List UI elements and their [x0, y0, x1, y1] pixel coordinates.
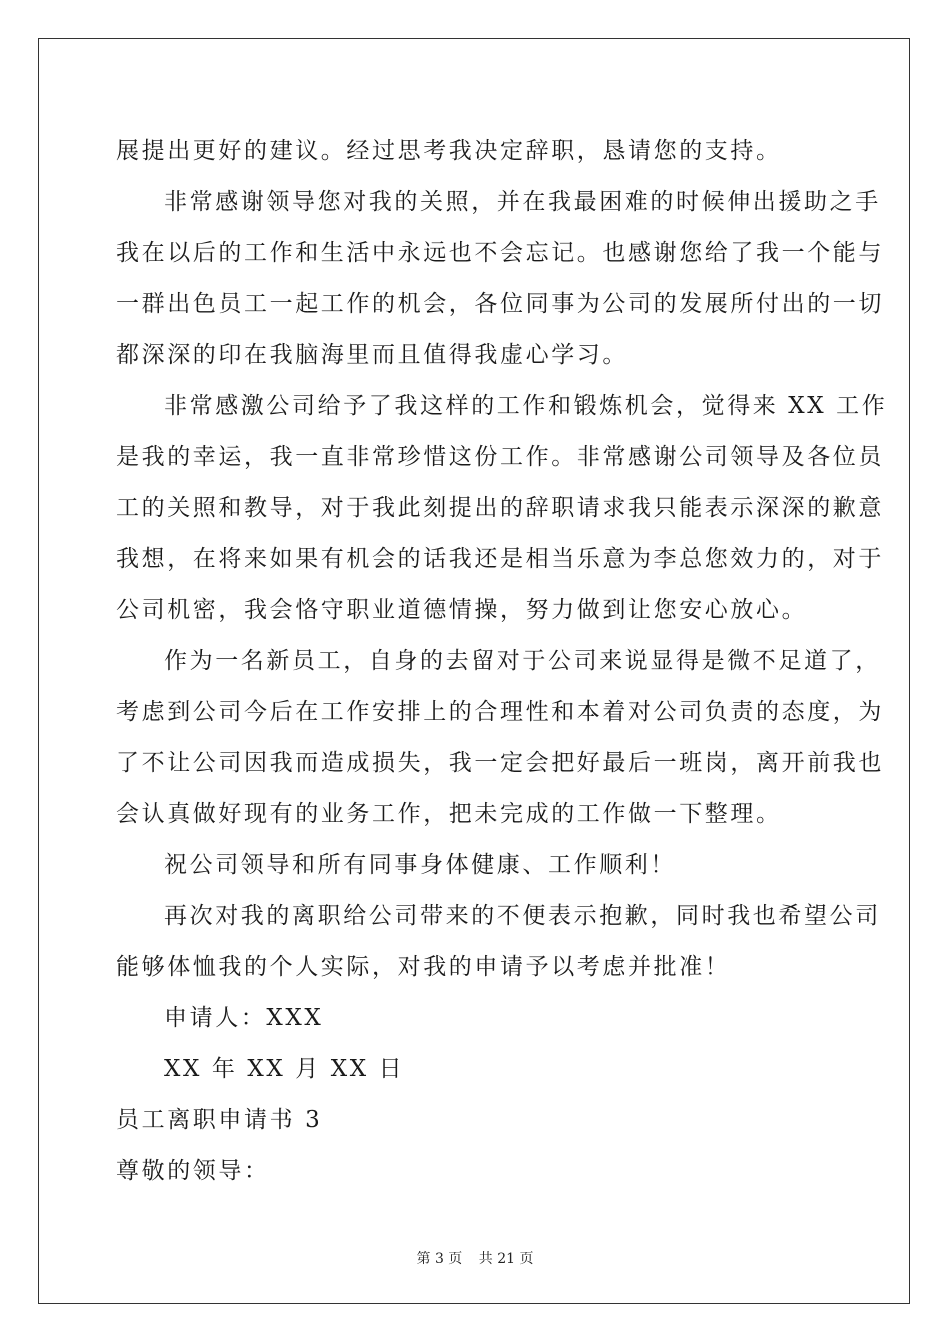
section-title: 员工离职申请书 3: [116, 1107, 323, 1133]
page-footer: [0, 1248, 950, 1268]
text-line-9: 我想，在将来如果有机会的话我还是相当乐意为李总您效力的，对于: [116, 546, 884, 572]
text-line-13: 了不让公司因我而造成损失，我一定会把好最后一班岗，离开前我也: [116, 750, 884, 776]
text-line-16: 再次对我的离职给公司带来的不便表示抱歉，同时我也希望公司: [164, 903, 881, 929]
text-line-5: 都深深的印在我脑海里而且值得我虚心学习。: [116, 342, 628, 368]
text-line-2: 非常感谢领导您对我的关照，并在我最困难的时候伸出援助之手: [164, 189, 881, 215]
signature-date: XX 年 XX 月 XX 日: [164, 1056, 405, 1082]
page-number: 第 3 页: [416, 1251, 463, 1267]
text-line-1: 展提出更好的建议。经过思考我决定辞职，恳请您的支持。: [116, 138, 782, 164]
text-line-11: 作为一名新员工，自身的去留对于公司来说显得是微不足道了，: [164, 648, 881, 674]
text-line-4: 一群出色员工一起工作的机会，各位同事为公司的发展所付出的一切: [116, 291, 884, 317]
text-line-6: 非常感激公司给予了我这样的工作和锻炼机会，觉得来 XX 工作: [164, 393, 888, 419]
salutation: 尊敬的领导：: [116, 1158, 270, 1184]
page-total: 共 21 页: [478, 1251, 534, 1267]
text-line-15: 祝公司领导和所有同事身体健康、工作顺利！: [164, 852, 676, 878]
text-line-10: 公司机密，我会恪守职业道德情操，努力做到让您安心放心。: [116, 597, 808, 623]
text-line-14: 会认真做好现有的业务工作，把未完成的工作做一下整理。: [116, 801, 782, 827]
text-line-17: 能够体恤我的个人实际，对我的申请予以考虑并批准！: [116, 954, 731, 980]
text-line-12: 考虑到公司今后在工作安排上的合理性和本着对公司负责的态度，为: [116, 699, 884, 725]
text-line-8: 工的关照和教导，对于我此刻提出的辞职请求我只能表示深深的歉意: [116, 495, 884, 521]
applicant-signature: 申请人：XXX: [164, 1005, 324, 1031]
text-line-7: 是我的幸运，我一直非常珍惜这份工作。非常感谢公司领导及各位员: [116, 444, 884, 470]
text-line-3: 我在以后的工作和生活中永远也不会忘记。也感谢您给了我一个能与: [116, 240, 884, 266]
document-body: [116, 126, 888, 1197]
